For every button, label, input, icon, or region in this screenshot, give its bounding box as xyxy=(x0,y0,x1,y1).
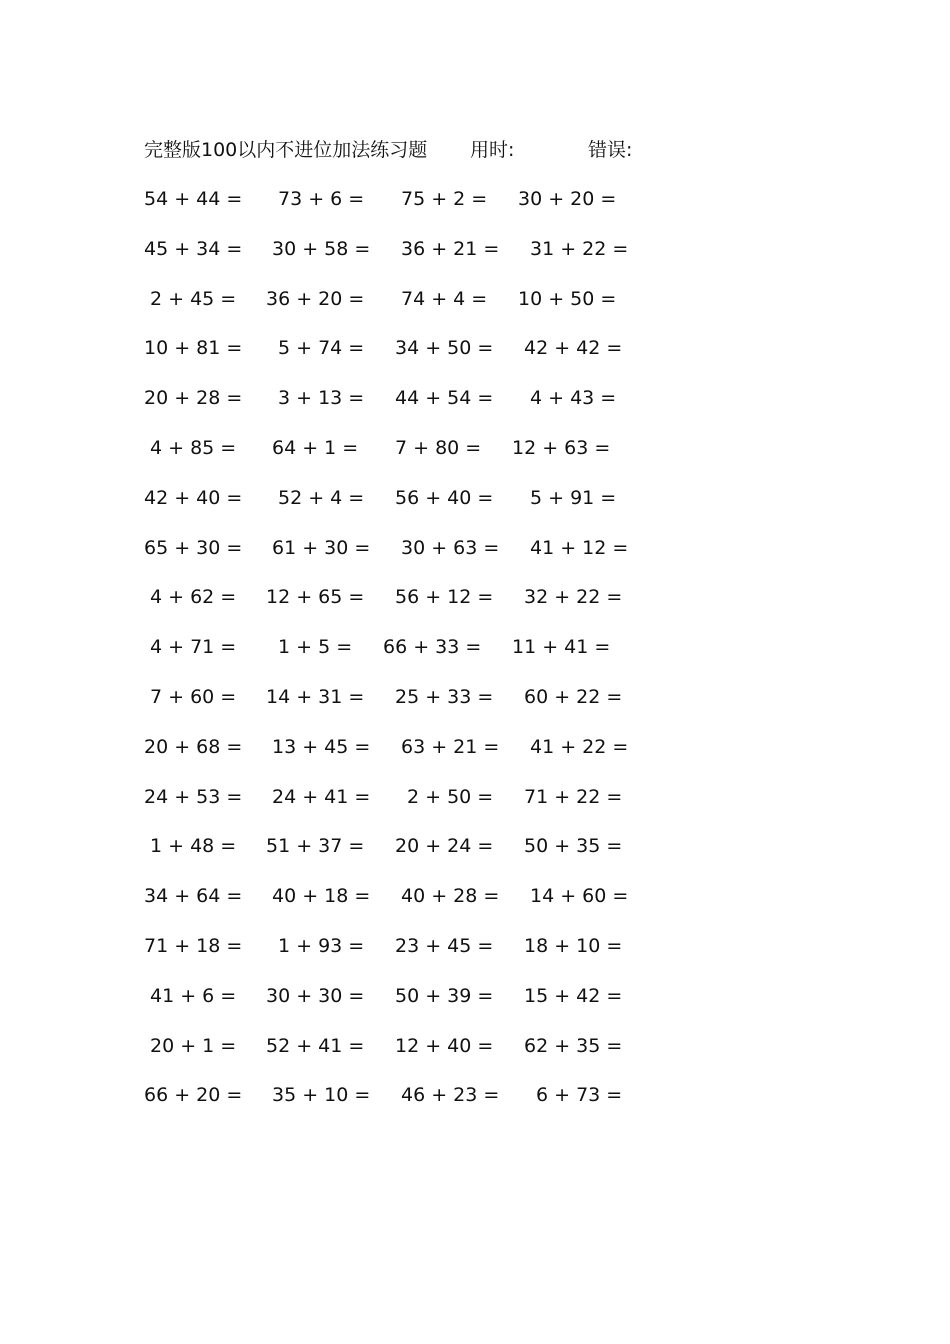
addition-problem: 12 + 65 = xyxy=(266,586,365,609)
addition-problem: 41 + 6 = xyxy=(150,984,237,1007)
addition-problem: 6 + 73 = xyxy=(536,1084,623,1107)
addition-problem: 4 + 43 = xyxy=(530,387,617,410)
addition-problem: 64 + 1 = xyxy=(272,436,359,459)
addition-problem: 12 + 40 = xyxy=(395,1034,494,1057)
worksheet-title: 完整版100以内不进位加法练习题 xyxy=(144,139,428,161)
problem-row xyxy=(0,184,950,234)
addition-problem: 14 + 31 = xyxy=(266,685,365,708)
addition-problem: 23 + 45 = xyxy=(395,934,494,957)
addition-problem: 20 + 28 = xyxy=(144,387,243,410)
addition-problem: 45 + 34 = xyxy=(144,237,243,260)
problem-row xyxy=(0,333,950,383)
addition-problem: 36 + 20 = xyxy=(266,287,365,310)
addition-problem: 56 + 12 = xyxy=(395,586,494,609)
addition-problem: 44 + 54 = xyxy=(395,387,494,410)
addition-problem: 34 + 50 = xyxy=(395,337,494,360)
addition-problem: 11 + 41 = xyxy=(512,636,611,659)
addition-problem: 63 + 21 = xyxy=(401,735,500,758)
addition-problem: 7 + 80 = xyxy=(395,436,482,459)
addition-problem: 40 + 18 = xyxy=(272,885,371,908)
addition-problem: 10 + 81 = xyxy=(144,337,243,360)
addition-problem: 54 + 44 = xyxy=(144,188,243,210)
addition-problem: 20 + 24 = xyxy=(395,835,494,858)
problem-grid xyxy=(0,184,950,1130)
problem-row xyxy=(0,483,950,533)
addition-problem: 71 + 22 = xyxy=(524,785,623,808)
addition-problem: 30 + 30 = xyxy=(266,984,365,1007)
addition-problem: 35 + 10 = xyxy=(272,1084,371,1107)
addition-problem: 4 + 62 = xyxy=(150,586,237,609)
problem-row xyxy=(0,632,950,682)
addition-problem: 30 + 63 = xyxy=(401,536,500,559)
addition-problem: 24 + 41 = xyxy=(272,785,371,808)
addition-problem: 12 + 63 = xyxy=(512,436,611,459)
problem-row xyxy=(0,782,950,832)
addition-problem: 2 + 50 = xyxy=(407,785,494,808)
addition-problem: 30 + 58 = xyxy=(272,237,371,260)
addition-problem: 30 + 20 = xyxy=(518,188,617,210)
addition-problem: 32 + 22 = xyxy=(524,586,623,609)
problem-row xyxy=(0,831,950,881)
addition-problem: 15 + 42 = xyxy=(524,984,623,1007)
addition-problem: 13 + 45 = xyxy=(272,735,371,758)
addition-problem: 62 + 35 = xyxy=(524,1034,623,1057)
addition-problem: 71 + 18 = xyxy=(144,934,243,957)
addition-problem: 74 + 4 = xyxy=(401,287,488,310)
addition-problem: 42 + 40 = xyxy=(144,486,243,509)
addition-problem: 10 + 50 = xyxy=(518,287,617,310)
problem-row xyxy=(0,881,950,931)
addition-problem: 18 + 10 = xyxy=(524,934,623,957)
addition-problem: 65 + 30 = xyxy=(144,536,243,559)
addition-problem: 50 + 39 = xyxy=(395,984,494,1007)
addition-problem: 4 + 71 = xyxy=(150,636,237,659)
addition-problem: 66 + 20 = xyxy=(144,1084,243,1107)
problem-row xyxy=(0,533,950,583)
problem-row xyxy=(0,582,950,632)
addition-problem: 42 + 42 = xyxy=(524,337,623,360)
addition-problem: 2 + 45 = xyxy=(150,287,237,310)
addition-problem: 46 + 23 = xyxy=(401,1084,500,1107)
addition-problem: 52 + 41 = xyxy=(266,1034,365,1057)
addition-problem: 1 + 93 = xyxy=(278,934,365,957)
problem-row xyxy=(0,1031,950,1081)
addition-problem: 40 + 28 = xyxy=(401,885,500,908)
addition-problem: 52 + 4 = xyxy=(278,486,365,509)
problem-row xyxy=(0,1080,950,1130)
problem-row xyxy=(0,981,950,1031)
addition-problem: 34 + 64 = xyxy=(144,885,243,908)
addition-problem: 1 + 5 = xyxy=(278,636,353,659)
addition-problem: 5 + 74 = xyxy=(278,337,365,360)
addition-problem: 51 + 37 = xyxy=(266,835,365,858)
problem-row xyxy=(0,682,950,732)
addition-problem: 75 + 2 = xyxy=(401,188,488,210)
problem-row xyxy=(0,433,950,483)
addition-problem: 61 + 30 = xyxy=(272,536,371,559)
problem-row xyxy=(0,383,950,433)
problem-row xyxy=(0,284,950,334)
addition-problem: 7 + 60 = xyxy=(150,685,237,708)
addition-problem: 20 + 1 = xyxy=(150,1034,237,1057)
addition-problem: 50 + 35 = xyxy=(524,835,623,858)
addition-problem: 66 + 33 = xyxy=(383,636,482,659)
addition-problem: 24 + 53 = xyxy=(144,785,243,808)
errors-label: 错误: xyxy=(588,139,633,161)
addition-problem: 25 + 33 = xyxy=(395,685,494,708)
addition-problem: 36 + 21 = xyxy=(401,237,500,260)
problem-row xyxy=(0,732,950,782)
addition-problem: 41 + 12 = xyxy=(530,536,629,559)
addition-problem: 1 + 48 = xyxy=(150,835,237,858)
addition-problem: 4 + 85 = xyxy=(150,436,237,459)
addition-problem: 31 + 22 = xyxy=(530,237,629,260)
addition-problem: 73 + 6 = xyxy=(278,188,365,210)
addition-problem: 3 + 13 = xyxy=(278,387,365,410)
problem-row xyxy=(0,234,950,284)
time-used-label: 用时: xyxy=(470,139,515,161)
addition-problem: 5 + 91 = xyxy=(530,486,617,509)
problem-row xyxy=(0,931,950,981)
addition-problem: 41 + 22 = xyxy=(530,735,629,758)
addition-problem: 60 + 22 = xyxy=(524,685,623,708)
addition-problem: 20 + 68 = xyxy=(144,735,243,758)
addition-problem: 14 + 60 = xyxy=(530,885,629,908)
addition-problem: 56 + 40 = xyxy=(395,486,494,509)
